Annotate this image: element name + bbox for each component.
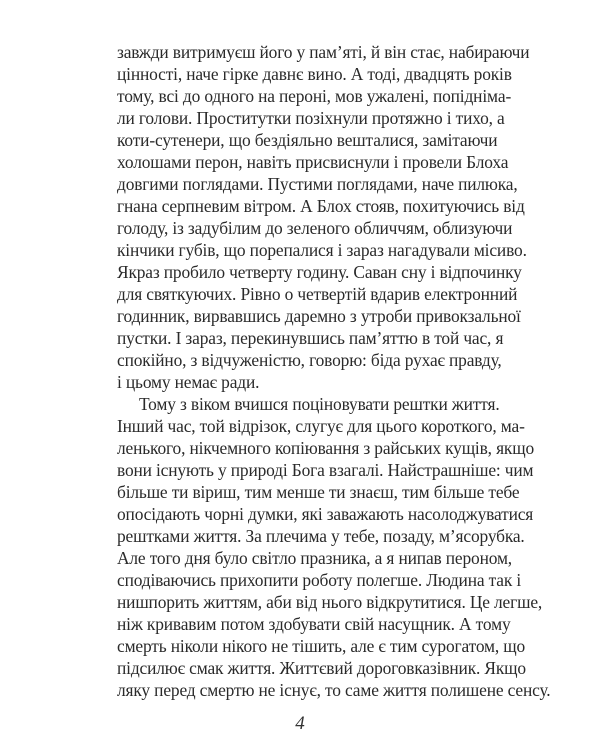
text-line: цінності, наче гірке давнє вино. А тоді, двадцять років [117,64,512,84]
text-line: Якраз пробило четверту годину. Саван сну і відпочинку [117,262,522,282]
text-line: ли голови. Проститутки позіхнули протяжно і тихо, а [117,108,505,128]
text-line: тому, всі до одного на пероні, мов ужалені, попіднімa- [117,86,512,106]
text-line: для святкуючих. Рівно о четвертій вдарив електронний [117,284,518,304]
paragraph [117,41,530,393]
text-line: Інший час, той відрізок, слугує для цього короткого, ма- [117,416,525,436]
text-line: гнана серпневим вітром. А Блох стояв, похитуючись від [117,196,525,216]
text-line: смерть ніколи нікого не тішить, але є тим сурогатом, що [117,636,526,656]
text-line: спокійно, з відчуженістю, говорю: біда рухає правду, [117,350,502,370]
page-body [117,41,551,701]
text-line: рештками життя. За плечима у тебе, позаду, м’ясорубка. [117,526,525,546]
page-number: 4 [295,713,305,734]
text-line: ленького, нікчемного копіювання з райських кущів, якщо [117,438,535,458]
paragraph [117,393,551,701]
text-line: підсилює смак життя. Життєвий дороговказівник. Якщо [117,658,526,678]
text-line: більше ти віриш, тим менше ти знаєш, тим більше тебе [117,482,520,502]
text-line: годинник, вирвавшись даремно з утроби привокзальної [117,306,521,326]
text-line: коти-сутенери, що бездіяльно вешталися, замітаючи [117,130,498,150]
text-line: нишпорить життям, аби від нього відкрутитися. Це легше, [117,592,543,612]
text-line: вони існують у природі Бога взагалі. Найстрашніше: чим [117,460,534,480]
text-line: і цьому немає ради. [117,372,260,392]
text-line: пустки. І зараз, перекинувшись пам’яттю в той час, я [117,328,504,348]
text-line: завжди витримуєш його у пам’яті, й він стає, набираючи [117,42,530,62]
text-line: ляку перед смертю не існує, то саме життя полишене сенсу. [117,680,551,700]
text-line: Але того дня було світло празника, а я нипав пероном, [117,548,513,568]
text-line: сподіваючись прихопити роботу полегше. Людина так і [117,570,522,590]
text-line: ніж кривавим потом здобувати свій насущник. А тому [117,614,511,634]
text-line: холошами перон, навіть присвиснули і провели Блоха [117,152,509,172]
text-line: опосідають чорні думки, які заважають насолоджуватися [117,504,534,524]
text-line: голоду, із задубілим до зеленого обличчям, облизуючи [117,218,513,238]
text-line: довгими поглядами. Пустими поглядами, наче пилюка, [117,174,518,194]
text-line: Тому з віком вчишся поціновувати рештки життя. [139,394,500,414]
text-line: кінчики губів, що порепалися і зараз нагадували місиво. [117,240,527,260]
